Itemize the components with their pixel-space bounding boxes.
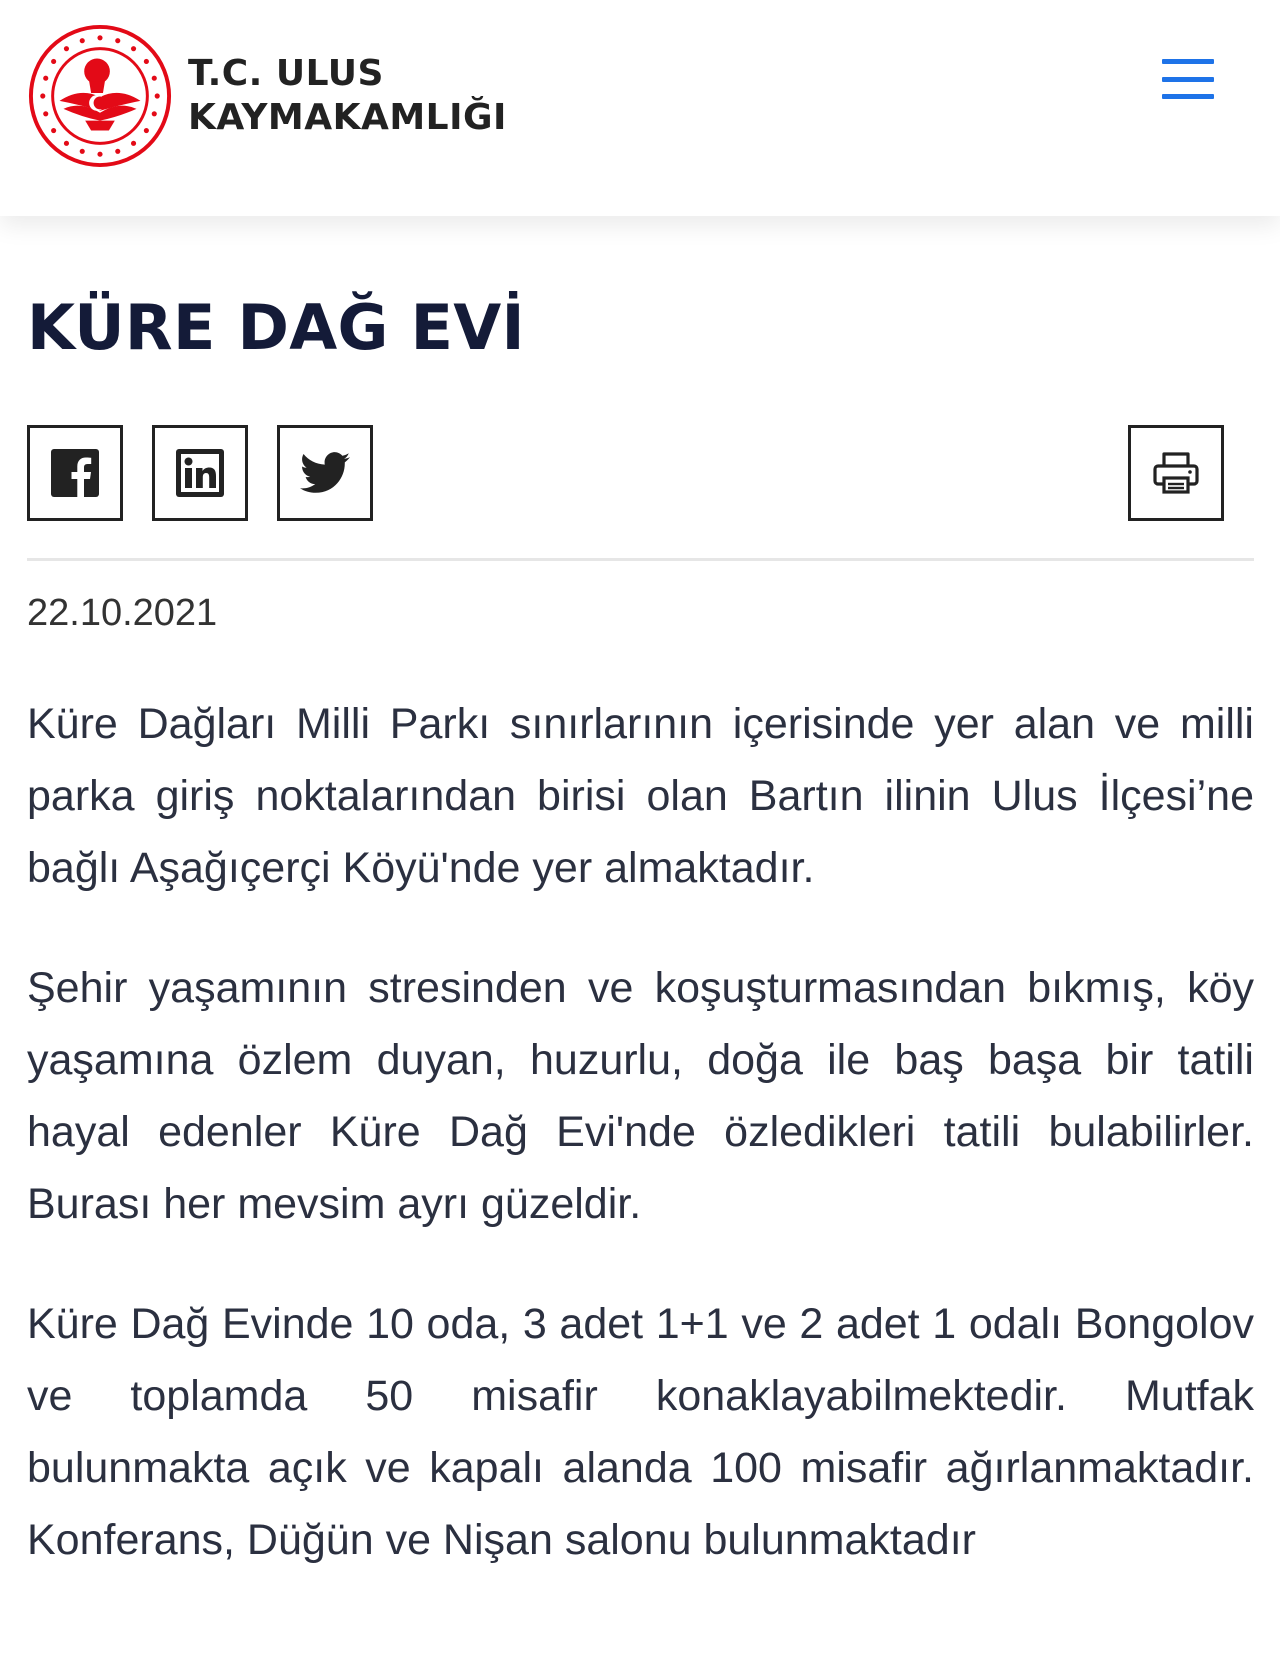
article-paragraph-2: Şehir yaşamının stresinden ve koşuşturmasından bıkmış, köy yaşamına özlem duyan, huzurlu, doğa ile baş başa bir tatili hayal edenler Küre Dağ Evi'nde özledikleri tatili bulabilirler. Burası her mevsim ayrı güzeldir. [27,964,1254,1228]
article-body [27,688,1254,1576]
brand-line-1: T.C. ULUS [188,53,384,94]
turkish-state-seal-icon [26,22,174,170]
hamburger-menu-icon [1162,59,1214,64]
brand-name [188,52,507,140]
hamburger-menu-icon-bar-3 [1162,94,1214,99]
article-paragraph-1: Küre Dağları Milli Parkı sınırlarının içerisinde yer alan ve milli parka giriş noktalarından birisi olan Bartın ilinin Ulus İlçesi’ne bağlı Aşağıçerçi Köyü'nde yer almaktadır. [27,700,1254,892]
linkedin-icon [176,449,224,497]
facebook-share-button[interactable] [27,425,123,521]
brand-line-2: KAYMAKAMLIĞI [188,97,507,138]
publish-date: 22.10.2021 [27,592,218,634]
page-title: KÜRE DAĞ EVİ [27,291,525,364]
article-paragraph-3: Küre Dağ Evinde 10 oda, 3 adet 1+1 ve 2 adet 1 odalı Bongolov ve toplamda 50 misafir konaklayabilmektedir. Mutfak bulunmakta açık ve kapalı alanda 100 misafir ağırlanmaktadır. Konferans, Düğün ve Nişan salonu bulunmaktadır [27,1300,1254,1564]
linkedin-share-button[interactable] [152,425,248,521]
divider [27,558,1254,561]
facebook-icon [51,449,99,497]
site-header [0,0,1280,216]
print-button[interactable] [1128,425,1224,521]
twitter-icon [300,452,350,494]
home-logo-link[interactable] [26,22,507,170]
menu-button[interactable] [1160,55,1216,103]
printer-icon [1151,448,1201,498]
hamburger-menu-icon-bar-2 [1162,77,1214,82]
twitter-share-button[interactable] [277,425,373,521]
